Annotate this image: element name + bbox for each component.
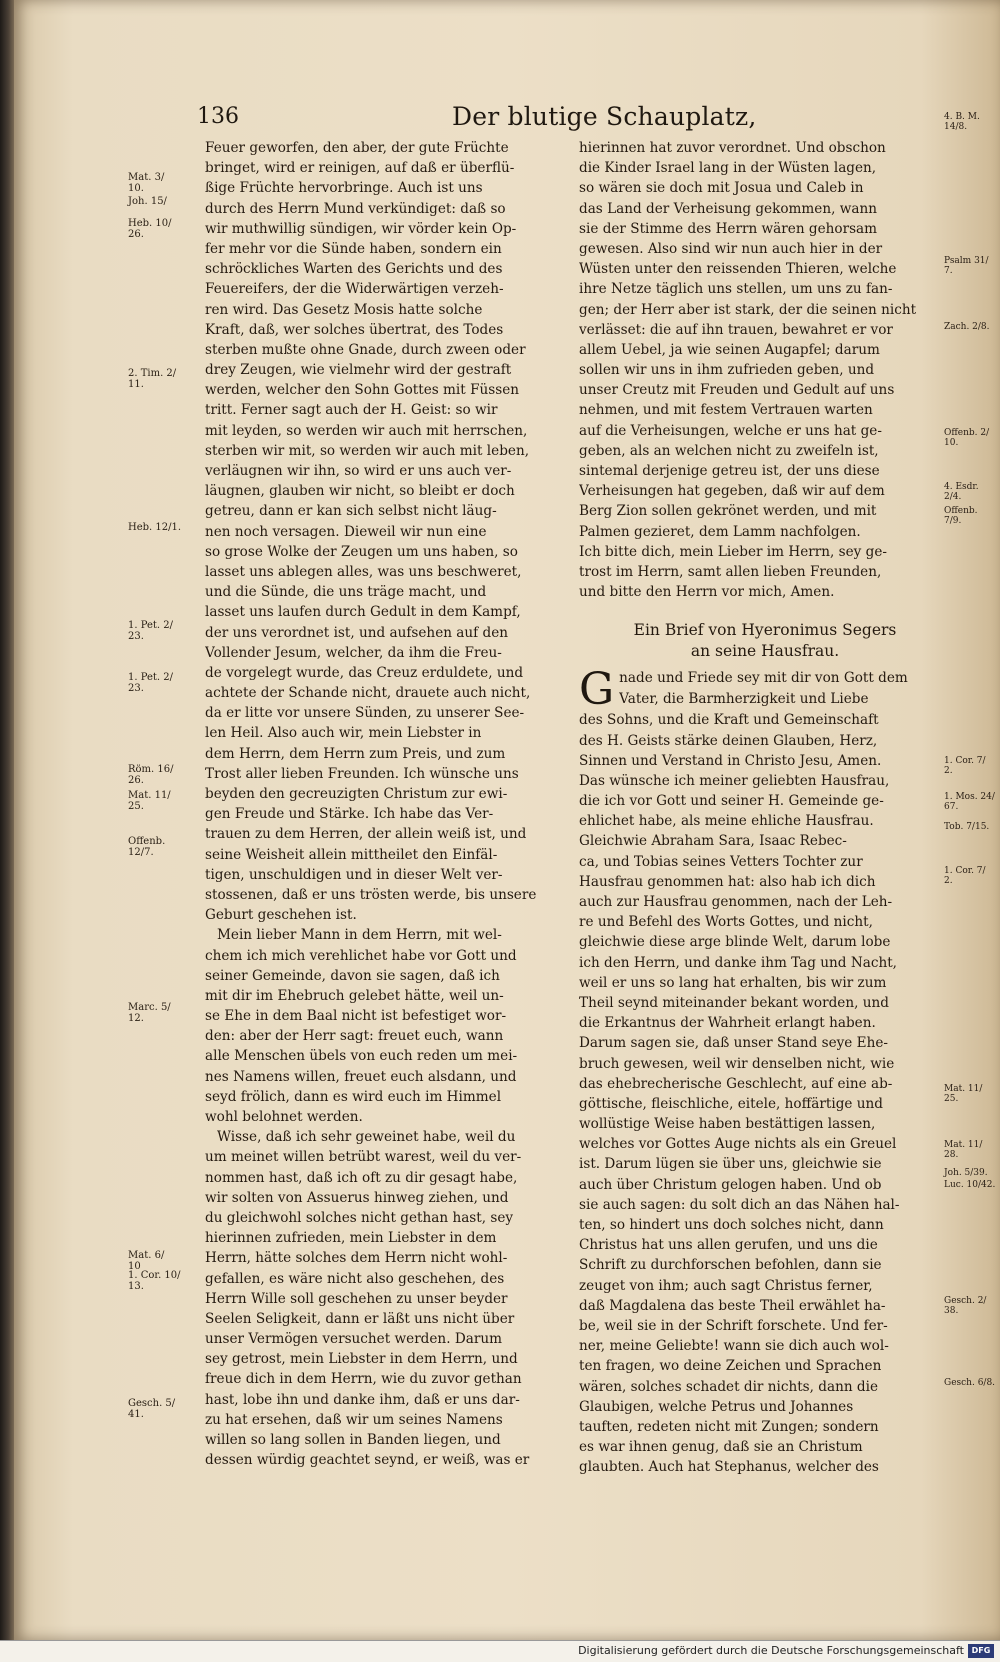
text-line: Herrn Wille soll geschehen zu unser beyder (205, 1290, 508, 1307)
text-line: Kraft, daß, wer solches übertrat, des Todes (205, 321, 504, 338)
text-line: Das wünsche ich meiner geliebten Hausfrau, (579, 772, 890, 789)
text-line: auch zur Hausfrau genommen, nach der Leh- (579, 894, 893, 910)
text-line: ist. Darum lügen sie über uns, gleichwie sie (579, 1156, 882, 1173)
margin-reference: 4. B. M. 14/8. (944, 112, 980, 132)
margin-reference: Mat. 11/ 25. (944, 1084, 983, 1104)
text-line: trauen zu dem Herren, der allein weiß ist, und (205, 826, 527, 843)
text-line: durch des Herrn Mund verkündiget: daß so (205, 200, 506, 217)
text-line: Geburt geschehen ist. (205, 907, 357, 924)
text-line: des H. Geists stärke deinen Glauben, Herz, (579, 732, 878, 749)
text-line: seiner Gemeinde, davon sie sagen, daß ich (205, 967, 500, 984)
margin-reference: 1. Cor. 10/ 13. (128, 1270, 181, 1292)
text-line: Palmen gezieret, dem Lamm nachfolgen. (579, 523, 861, 540)
footer-credit: Digitalisierung gefördert durch die Deutsche Forschungsgemeinschaft (578, 1644, 964, 1657)
letter-text (579, 710, 951, 1477)
text-line: wären, solches schadet dir nichts, dann die (579, 1378, 879, 1395)
letter-title-line1: Ein Brief von Hyeronimus Segers (633, 621, 897, 640)
text-line: daß Magdalena das beste Theil erwählet ha- (579, 1297, 886, 1314)
text-line: alle Menschen übels von euch reden um mei- (205, 1048, 518, 1065)
margin-reference: 2. Tim. 2/ 11. (128, 368, 177, 390)
text-line: sey getrost, mein Liebster in dem Herrn, und (205, 1351, 518, 1368)
text-line: mit leyden, so werden wir auch mit herrschen, (205, 422, 528, 439)
text-line: tigen, unschuldigen und in dieser Welt ver- (205, 866, 503, 883)
margin-reference: Gesch. 2/ 38. (944, 1296, 987, 1316)
text-line: lasset uns laufen durch Gedult in dem Kampf, (205, 604, 521, 621)
text-line: dessen würdig geachtet seynd, er weiß, was er (205, 1452, 530, 1469)
text-line: nen noch versagen. Dieweil wir nun eine (205, 523, 487, 540)
text-line: hierinnen zufrieden, mein Liebster in dem (205, 1230, 497, 1247)
text-line: getreu, dann er kan sich selbst nicht läug- (205, 503, 497, 520)
margin-reference: Psalm 31/ 7. (944, 256, 989, 276)
margin-reference: 1. Mos. 24/ 67. (944, 792, 995, 812)
text-line: wohl belohnet werden. (205, 1109, 363, 1125)
text-line: beyden den gecreuzigten Christum zur ewi- (205, 786, 508, 802)
text-line: göttische, fleischliche, eitele, hoffärtige und (579, 1095, 883, 1112)
text-line: tritt. Ferner sagt auch der H. Geist: so wir (205, 402, 498, 419)
text-line: nes Namens willen, freuet euch alsdann, und (205, 1068, 517, 1085)
text-line: fer mehr vor die Sünde haben, sondern ein (205, 240, 502, 257)
text-line: so grose Wolke der Zeugen um uns haben, so (205, 543, 518, 560)
text-line: sie auch sagen: du solt dich an das Nähen hal- (579, 1196, 900, 1213)
dfg-logo: DFG (968, 1644, 994, 1658)
margin-reference: Heb. 10/ 26. (128, 218, 172, 240)
text-line: se Ehe in dem Baal nicht ist befestiget wor- (205, 1008, 507, 1025)
book-spine-edge (0, 0, 14, 1661)
text-line: Christus hat uns allen gerufen, und uns die (579, 1237, 878, 1254)
text-line: ich den Herrn, und danke ihm Tag und Nacht, (579, 954, 897, 971)
margin-reference: Gesch. 6/8. (944, 1378, 996, 1388)
text-line: gewesen. Also sind wir nun auch hier in der (579, 240, 883, 257)
text-line: gefallen, es wäre nicht also geschehen, des (205, 1270, 505, 1287)
text-line: gen Freude und Stärke. Ich habe das Ver- (205, 806, 494, 823)
letter-first-lines (579, 664, 951, 716)
text-line: die ich vor Gott und seiner H. Gemeinde ge- (579, 793, 884, 810)
text-line: Darum sagen sie, daß unser Stand seye Ehe- (579, 1035, 888, 1052)
text-line: du gleichwohl solches nicht gethan hast, sey (205, 1209, 514, 1226)
text-line: die Erkantnus der Wahrheit erlangt haben. (579, 1015, 876, 1032)
text-line: das Land der Verheisung gekommen, wann (579, 200, 877, 217)
text-line: hierinnen hat zuvor verordnet. Und obschon (579, 140, 886, 156)
text-line: der uns verordnet ist, und aufsehen auf den (205, 624, 509, 641)
text-line: schröckliches Warten des Gerichts und des (205, 261, 503, 278)
text-line: und die Sünde, die uns träge macht, und (205, 584, 487, 601)
text-line: allem Uebel, ja wie seinen Augapfel; darum (579, 341, 880, 358)
text-line: unser Vermögen versuchet werden. Darum (205, 1331, 502, 1348)
text-line: auf die Verheisungen, welche er uns hat ge- (579, 422, 882, 439)
margin-reference: Mat. 11/ 25. (128, 790, 171, 812)
text-line: Feuereifers, der die Widerwärtigen verzeh- (205, 281, 504, 298)
margin-reference: 4. Esdr. 2/4. (944, 482, 979, 502)
text-line: lasset uns ablegen alles, was uns beschweret, (205, 563, 522, 580)
text-line: sie der Stimme des Herrn wären gehorsam (579, 220, 878, 237)
text-line: des Sohns, und die Kraft und Gemeinschaft (579, 712, 879, 729)
text-line: Herrn, hätte solches dem Herrn nicht wohl- (205, 1250, 508, 1267)
text-line: zu hat ersehen, daß wir um seines Namens (205, 1411, 503, 1428)
text-line: und bitte den Herrn vor mich, Amen. (579, 584, 835, 601)
text-line: sintemal derjenige getreu ist, der uns diese (579, 463, 880, 479)
text-line: wollüstige Weise haben bestättigen lassen, (579, 1116, 876, 1133)
margin-reference: Mat. 6/ 10 (128, 1250, 165, 1272)
text-line: ten, so hindert uns doch solches nicht, dann (579, 1217, 884, 1233)
book-page (14, 0, 1000, 1640)
text-line: Wüsten unter den reissenden Thieren, welche (579, 261, 897, 278)
margin-reference: Heb. 12/1. (128, 522, 182, 533)
text-line: bringet, wird er reinigen, auf daß er überflü- (205, 160, 515, 177)
text-line: die Kinder Israel lang in der Wüsten lagen, (579, 160, 877, 177)
right-column (579, 138, 951, 1477)
text-line: Gleichwie Abraham Sara, Isaac Rebec- (579, 833, 847, 850)
text-line: auch über Christum gelogen haben. Und ob (579, 1176, 882, 1193)
text-line: tauften, redeten nicht mit Zungen; sondern (579, 1418, 879, 1435)
text-line: weil er uns so lang hat erhalten, bis wir zum (579, 974, 887, 991)
text-line: geben, als an welchen nicht zu zweifeln ist, (579, 442, 879, 459)
text-line: willen so lang sollen in Banden liegen, und (205, 1432, 501, 1448)
text-line: Glaubigen, welche Petrus und Johannes (579, 1398, 854, 1415)
text-line: unser Creutz mit Freuden und Gedult auf uns (579, 382, 895, 399)
margin-reference: Joh. 5/39. (944, 1168, 988, 1178)
text-line: bruch gewesen, weil wir denselben nicht, wie (579, 1055, 895, 1072)
margin-reference: Tob. 7/15. (944, 822, 990, 832)
text-line: freue dich in dem Herrn, wie du zuvor gethan (205, 1371, 522, 1388)
text-line: chem ich mich verehlichet habe vor Gott und (205, 947, 517, 964)
text-line: das ehebrecherische Geschlecht, auf eine ab- (579, 1075, 893, 1092)
text-line: Berg Zion sollen gekrönet werden, und mit (579, 503, 877, 520)
right-column-text (579, 138, 951, 602)
text-line: Hausfrau genommen hat: also hab ich dich (579, 873, 876, 890)
text-line: Schrift zu durchforschen befohlen, dann sie (579, 1257, 882, 1274)
text-line: re und Befehl des Worts Gottes, und nicht, (579, 914, 873, 931)
margin-reference: Offenb. 2/ 10. (944, 428, 990, 448)
text-line: gen; der Herr aber ist stark, der die seinen nicht (579, 301, 917, 318)
text-line: den: aber der Herr sagt: freuet euch, wann (205, 1028, 504, 1045)
text-line: Sinnen und Verstand in Christo Jesu, Amen. (579, 752, 882, 769)
margin-reference: Offenb. 12/7. (128, 836, 166, 858)
margin-reference: Mat. 11/ 28. (944, 1140, 983, 1160)
margin-reference: Luc. 10/42. (944, 1180, 996, 1190)
dropcap-letter: G (579, 664, 615, 716)
text-line: seyd frölich, dann es wird euch im Himmel (205, 1088, 502, 1105)
text-line: verläugnen wir ihn, so wird er uns auch ver- (205, 463, 512, 479)
margin-reference: Gesch. 5/ 41. (128, 1398, 176, 1420)
text-line: gleichwie diese arge blinde Welt, darum lobe (579, 934, 891, 951)
text-line: seine Weisheit allein mittheilet den Einfäl- (205, 846, 498, 863)
left-column (205, 138, 559, 1470)
text-line: Ich bitte dich, mein Lieber im Herrn, sey ge- (579, 543, 888, 560)
text-line: Seelen Seligkeit, dann er läßt uns nicht über (205, 1310, 515, 1327)
running-title: Der blutige Schauplatz, (452, 102, 757, 131)
text-line: nehmen, und mit festem Vertrauen warten (579, 402, 873, 419)
text-line: so wären sie doch mit Josua und Caleb in (579, 180, 864, 197)
margin-reference: Offenb. 7/9. (944, 506, 978, 526)
text-line: de vorgelegt wurde, das Creuz erduldete, und (205, 664, 524, 681)
text-line: welches vor Gottes Auge nichts als ein Greuel (579, 1136, 897, 1153)
text-line: ner, meine Geliebte! wann sie dich auch wol- (579, 1338, 889, 1355)
text-line: es war ihnen genug, daß sie an Christum (579, 1439, 863, 1456)
margin-reference: 1. Pet. 2/ 23. (128, 672, 174, 694)
margin-reference: 1. Pet. 2/ 23. (128, 620, 174, 642)
text-line: Feuer geworfen, den aber, der gute Früchte (205, 140, 509, 156)
text-line: dem Herrn, dem Herrn zum Preis, und zum (205, 745, 506, 762)
text-line: len Heil. Also auch wir, mein Liebster in (205, 725, 482, 742)
margin-reference: 1. Cor. 7/ 2. (944, 866, 986, 886)
margin-reference: 1. Cor. 7/ 2. (944, 756, 986, 776)
text-line: glaubten. Auch hat Stephanus, welcher des (579, 1459, 879, 1476)
text-line: mit dir im Ehebruch gelebet hätte, weil un- (205, 987, 504, 1004)
margin-reference: Mat. 3/ 10. (128, 172, 165, 194)
text-line: stossenen, daß er uns trösten werde, bis unsere (205, 886, 537, 903)
text-line: ten fragen, wo deine Zeichen und Sprachen (579, 1358, 882, 1375)
text-line: ca, und Tobias seines Vetters Tochter zur (579, 853, 863, 870)
margin-reference: Joh. 15/ (128, 196, 167, 207)
letter-opening (579, 664, 951, 716)
text-line: hast, lobe ihn und danke ihm, daß er uns dar- (205, 1391, 520, 1408)
text-line: sollen wir uns in ihm zufrieden geben, und (579, 362, 875, 379)
text-line: ren wird. Das Gesetz Mosis hatte solche (205, 301, 483, 318)
text-line: zeuget von ihm; auch sagt Christus ferner, (579, 1277, 873, 1294)
text-line: um meinet willen betrübt warest, weil du ver- (205, 1149, 522, 1166)
text-line: läugnen, glauben wir nicht, so bleibt er doch (205, 483, 515, 500)
text-line: trost im Herrn, samt allen lieben Freunden, (579, 563, 882, 580)
text-line: nade und Friede sey mit dir von Gott dem (619, 670, 908, 687)
text-line: sterben wir mit, so werden wir auch mit leben, (205, 442, 530, 459)
page-header (14, 100, 1000, 136)
text-line: ehlichet habe, als meine ehliche Hausfrau. (579, 813, 874, 830)
text-line: wir solten von Assuerus hinweg ziehen, und (205, 1189, 509, 1206)
text-line: Verheisungen hat gegeben, daß wir auf dem (579, 483, 885, 500)
text-line: be, weil sie in der Schrift forschete. Und fer- (579, 1317, 888, 1334)
text-line: wir muthwillig sündigen, wir vörder kein Op- (205, 220, 517, 237)
text-line: verlässet: die auf ihn trauen, bewahret er vor (579, 321, 893, 338)
text-line: achtete der Schande nicht, drauete auch nicht, (205, 685, 531, 702)
footer-bar (0, 1640, 1000, 1662)
text-line: Vater, die Barmherzigkeit und Liebe (619, 690, 869, 707)
text-line: ßige Früchte hervorbringe. Auch ist uns (205, 180, 483, 197)
margin-reference: Zach. 2/8. (944, 322, 990, 332)
text-line: Mein lieber Mann in dem Herrn, mit wel- (217, 927, 502, 944)
page-number: 136 (197, 104, 239, 129)
text-line: Theil seynd miteinander bekant worden, und (579, 994, 889, 1011)
text-line: Wisse, daß ich sehr geweinet habe, weil du (217, 1129, 516, 1146)
margin-reference: Marc. 5/ 12. (128, 1002, 171, 1024)
text-line: drey Zeugen, wie vielmehr wird der gestraft (205, 362, 512, 379)
margin-reference: Röm. 16/ 26. (128, 764, 174, 786)
text-line: werden, welcher den Sohn Gottes mit Füssen (205, 382, 520, 399)
text-line: Vollender Jesum, welcher, da ihm die Freu- (205, 644, 502, 661)
text-line: da er litte vor unsere Sünden, zu unserer See- (205, 705, 525, 722)
text-line: sterben mußte ohne Gnade, durch zween oder (205, 341, 526, 358)
text-line: nommen hast, daß ich oft zu dir gesagt habe, (205, 1169, 518, 1186)
letter-title-line2: an seine Hausfrau. (690, 642, 840, 661)
text-line: Trost aller lieben Freunden. Ich wünsche uns (205, 765, 519, 782)
text-line: ihre Netze täglich uns stellen, um uns zu fan- (579, 281, 893, 298)
